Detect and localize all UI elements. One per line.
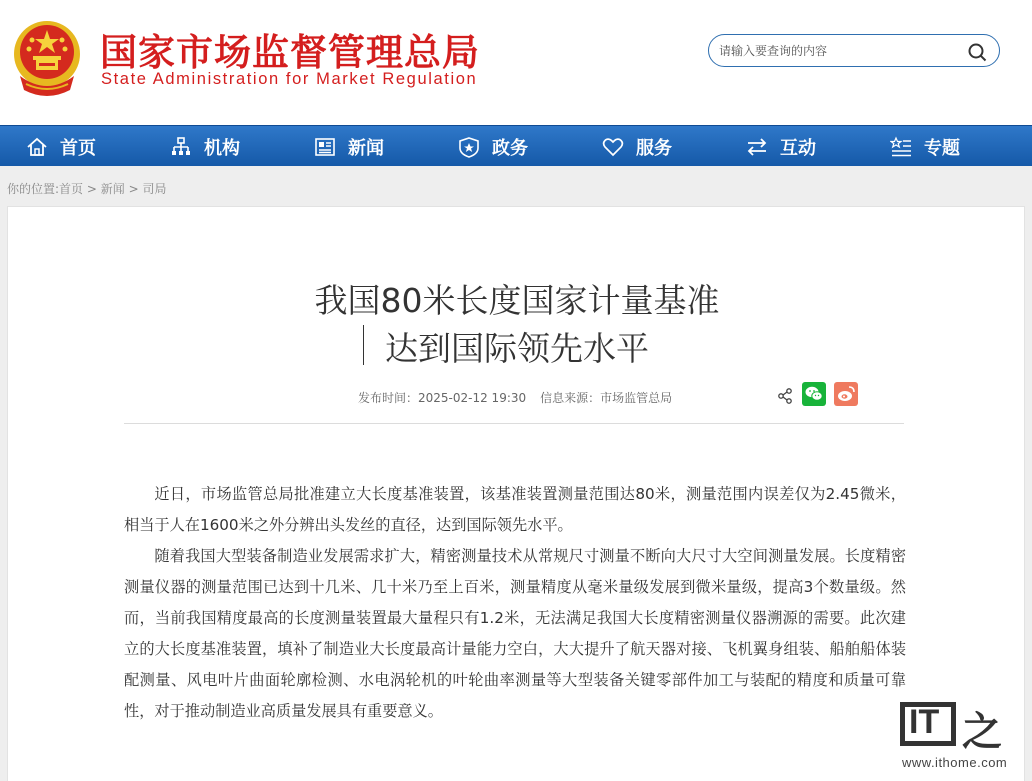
nav-label: 服务	[636, 137, 672, 159]
exchange-icon	[746, 136, 768, 158]
main-nav	[0, 125, 1032, 166]
search-input[interactable]	[719, 41, 959, 61]
watermark-logo-char: 之	[962, 709, 1002, 755]
article-body	[124, 479, 906, 727]
nav-label: 互动	[780, 137, 816, 159]
article-title	[8, 277, 1026, 373]
breadcrumb-dept-link[interactable]: 司局	[142, 182, 167, 196]
weibo-icon	[834, 382, 858, 406]
article-meta	[358, 389, 672, 406]
nav-item-org[interactable]	[170, 126, 240, 167]
affairs-icon	[458, 136, 480, 158]
article-paragraph: 随着我国大型装备制造业发展需求扩大，精密测量技术从常规尺寸测量不断向大尺寸大空间测量发展。长度精密测量仪器的测量范围已达到十几米、几十米乃至上百米，测量精度从毫米量级发展到微米量级，提高3个数量级。然而，当前我国精度最高的长度测量装置最大量程只有1.2米，无法满足我国大长度精密测量仪器溯源的需要。此次建立的大长度基准装置，填补了制造业大长度最高计量能力空白，大大提升了航天器对接、飞机翼身组装、船舶船体装配测量、风电叶片曲面轮廓检测、水电涡轮机的叶轮曲率测量等大型装备关键零部件加工与装配的精度和质量可靠性，对于推动制造业高质量发展具有重要意义。	[124, 547, 906, 720]
site-name-en[interactable]: State Administration for Market Regulation	[101, 70, 478, 88]
breadcrumb-separator: >	[128, 182, 139, 196]
nav-item-interact[interactable]	[746, 126, 816, 167]
nav-label: 首页	[60, 137, 96, 159]
breadcrumb	[7, 180, 167, 197]
heart-icon	[602, 136, 624, 158]
article-title-line2: 达到国际领先水平	[385, 329, 649, 368]
national-emblem-icon	[12, 18, 82, 96]
publish-time: 发布时间：2025-02-12 19:30	[358, 391, 527, 405]
share-icon[interactable]	[777, 388, 793, 404]
nav-item-affairs[interactable]	[458, 126, 528, 167]
nav-label: 政务	[492, 137, 528, 159]
text-cursor	[363, 325, 364, 365]
weibo-share-button[interactable]	[834, 382, 858, 406]
nav-item-service[interactable]	[602, 126, 672, 167]
breadcrumb-prefix: 你的位置:	[7, 182, 60, 196]
wechat-icon	[802, 382, 826, 406]
nav-item-home[interactable]	[26, 126, 96, 167]
search-icon[interactable]	[967, 42, 987, 62]
article-title-line1: 我国80米长度国家计量基准	[314, 281, 720, 320]
watermark-logo-text: IT	[909, 703, 940, 741]
article-paragraph: 近日，市场监管总局批准建立大长度基准装置，该基准装置测量范围达80米，测量范围内误差仅为2.45微米，相当于人在1600米之外分辨出头发丝的直径，达到国际领先水平。	[124, 485, 906, 534]
ithome-watermark-logo	[900, 702, 956, 746]
nav-label: 机构	[204, 137, 240, 159]
topic-icon	[890, 136, 912, 158]
wechat-share-button[interactable]	[802, 382, 826, 406]
meta-divider	[124, 423, 904, 424]
nav-label: 新闻	[348, 137, 384, 159]
search-box	[708, 34, 1000, 67]
nav-item-topic[interactable]	[890, 126, 960, 167]
breadcrumb-home-link[interactable]: 首页	[59, 182, 84, 196]
org-icon	[170, 136, 192, 158]
nav-item-news[interactable]	[314, 126, 384, 167]
news-icon	[314, 136, 336, 158]
nav-label: 专题	[924, 137, 960, 159]
watermark-url: www.ithome.com	[902, 755, 1008, 770]
article-card	[7, 206, 1025, 781]
breadcrumb-news-link[interactable]: 新闻	[100, 182, 125, 196]
article-source: 信息来源：市场监管总局	[540, 391, 673, 405]
site-name-cn[interactable]: 国家市场监督管理总局	[100, 31, 480, 74]
breadcrumb-separator: >	[86, 182, 97, 196]
home-icon	[26, 136, 48, 158]
site-header	[0, 0, 1032, 125]
